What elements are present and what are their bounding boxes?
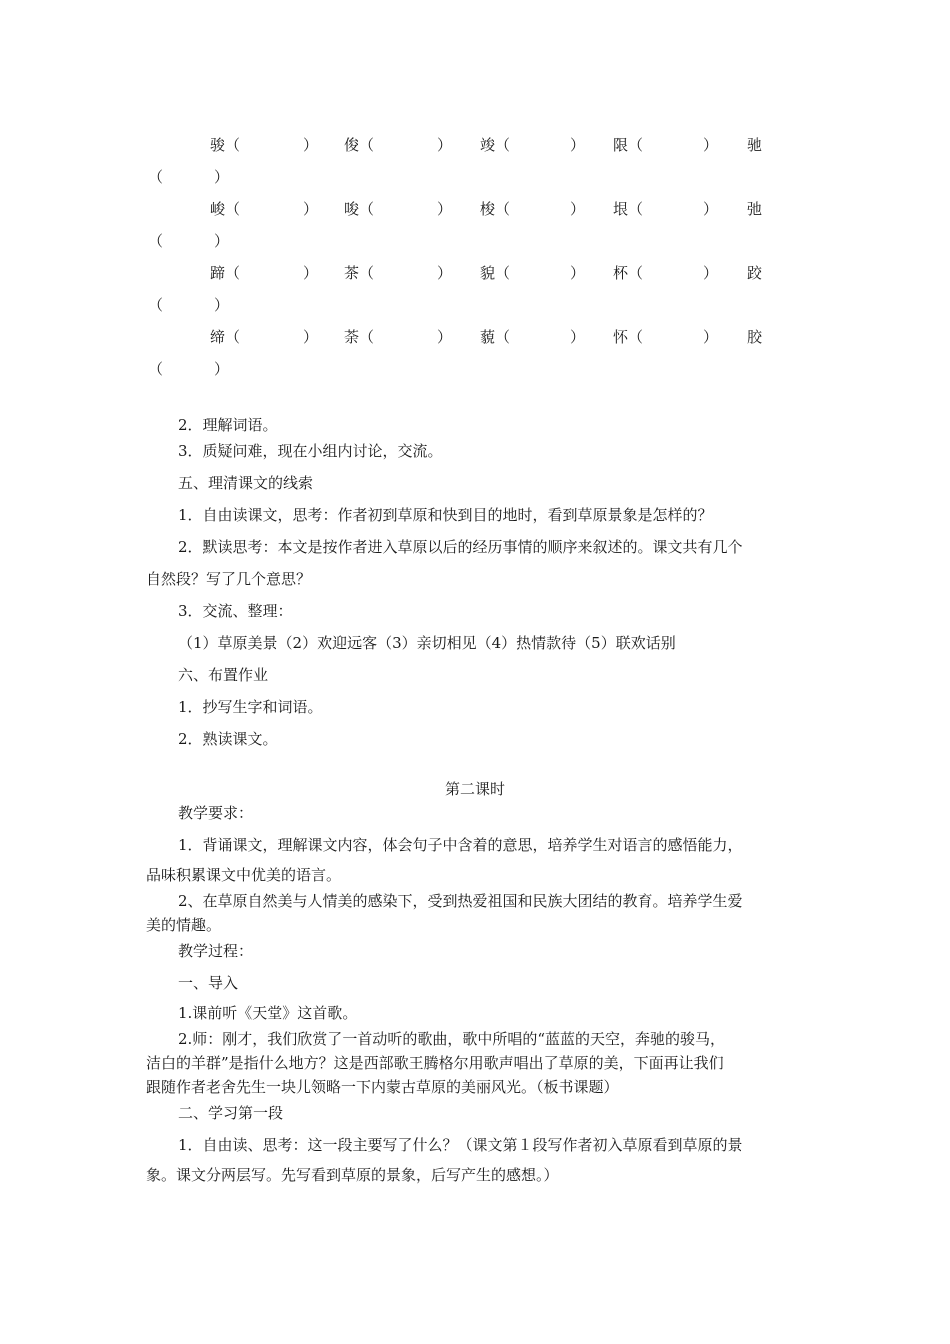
grid-wrap: （ — [148, 168, 164, 186]
text-line: 自然段？写了几个意思？ — [146, 570, 312, 588]
grid-cell: 怀（ — [613, 328, 644, 346]
grid-cell: 藐（ — [480, 328, 511, 346]
text-line: 2．熟读课文。 — [178, 730, 278, 748]
text-line: 美的情趣。 — [146, 916, 222, 934]
text-line: 1.课前听《天堂》这首歌。 — [178, 1004, 358, 1022]
grid-cell: ） — [570, 136, 586, 154]
grid-cell: 胶 — [747, 328, 763, 346]
grid-cell: 唆（ — [344, 200, 375, 218]
section-heading: 教学过程： — [178, 942, 254, 960]
grid-cell: 蹄（ — [210, 264, 241, 282]
grid-cell: ） — [303, 264, 319, 282]
text-line: 品味积累课文中优美的语言。 — [146, 866, 342, 884]
grid-cell: 驰 — [747, 136, 763, 154]
grid-cell: ） — [437, 328, 453, 346]
grid-cell: 俊（ — [344, 136, 375, 154]
text-line: 1．背诵课文，理解课文内容，体会句子中含着的意思，培养学生对语言的感悟能力， — [178, 836, 743, 854]
text-line: 3．交流、整理： — [178, 602, 293, 620]
grid-cell: 茶（ — [344, 264, 375, 282]
grid-wrap: ） — [214, 360, 230, 378]
text-line: 2．理解词语。 — [178, 416, 278, 434]
grid-wrap: ） — [214, 296, 230, 314]
grid-cell: 限（ — [613, 136, 644, 154]
text-line: 1．自由读课文，思考：作者初到草原和快到目的地时，看到草原景象是怎样的？ — [178, 506, 713, 524]
grid-cell: ） — [703, 136, 719, 154]
section-heading: 教学要求： — [178, 804, 254, 822]
grid-cell: ） — [703, 264, 719, 282]
text-line: 3．质疑问难，现在小组内讨论，交流。 — [178, 442, 443, 460]
text-line: 2．默读思考：本文是按作者进入草原以后的经历事情的顺序来叙述的。课文共有几个 — [178, 538, 743, 556]
text-line: 2、在草原自然美与人情美的感染下，受到热爱祖国和民族大团结的教育。培养学生爱 — [178, 892, 743, 910]
grid-cell: 梭（ — [480, 200, 511, 218]
section-heading: 六、布置作业 — [178, 666, 269, 684]
text-line: 洁白的羊群”是指什么地方？这是西部歌王腾格尔用歌声唱出了草原的美，下面再让我们 — [146, 1054, 724, 1072]
grid-cell: ） — [303, 136, 319, 154]
text-line: 1．自由读、思考：这一段主要写了什么？（课文第１段写作者初入草原看到草原的景 — [178, 1136, 743, 1154]
grid-wrap: ） — [214, 232, 230, 250]
grid-cell: ） — [703, 328, 719, 346]
grid-cell: 竣（ — [480, 136, 511, 154]
grid-wrap: （ — [148, 232, 164, 250]
grid-cell: ） — [570, 328, 586, 346]
text-line: 象。课文分两层写。先写看到草原的景象，后写产生的感想。） — [146, 1166, 559, 1184]
section-heading: 二、学习第一段 — [178, 1104, 284, 1122]
grid-cell: ） — [303, 200, 319, 218]
text-line: 1．抄写生字和词语。 — [178, 698, 323, 716]
grid-cell: ） — [437, 200, 453, 218]
section-heading: 一、导入 — [178, 974, 239, 992]
grid-wrap: ） — [214, 168, 230, 186]
grid-cell: ） — [437, 264, 453, 282]
grid-cell: ） — [703, 200, 719, 218]
grid-cell: 跤 — [747, 264, 763, 282]
grid-cell: ） — [570, 200, 586, 218]
grid-cell: 杯（ — [613, 264, 644, 282]
grid-cell: 缔（ — [210, 328, 241, 346]
text-line: 2.师：刚才，我们欣赏了一首动听的歌曲，歌中所唱的“蓝蓝的天空，奔驰的骏马， — [178, 1030, 725, 1048]
page-title: 第二课时 — [444, 780, 505, 798]
text-line: 跟随作者老舍先生一块儿领略一下内蒙古草原的美丽风光。（板书课题） — [146, 1078, 619, 1096]
grid-cell: 荼（ — [344, 328, 375, 346]
text-line: （1）草原美景（2）欢迎远客（3）亲切相见（4）热情款待（5）联欢话别 — [178, 634, 676, 652]
grid-cell: ） — [570, 264, 586, 282]
grid-cell: 峻（ — [210, 200, 241, 218]
grid-cell: 骏（ — [210, 136, 241, 154]
grid-cell: 弛 — [747, 200, 763, 218]
section-heading: 五、理清课文的线索 — [178, 474, 314, 492]
grid-wrap: （ — [148, 296, 164, 314]
grid-wrap: （ — [148, 360, 164, 378]
grid-cell: 貌（ — [480, 264, 511, 282]
grid-cell: ） — [303, 328, 319, 346]
grid-cell: ） — [437, 136, 453, 154]
grid-cell: 垠（ — [613, 200, 644, 218]
